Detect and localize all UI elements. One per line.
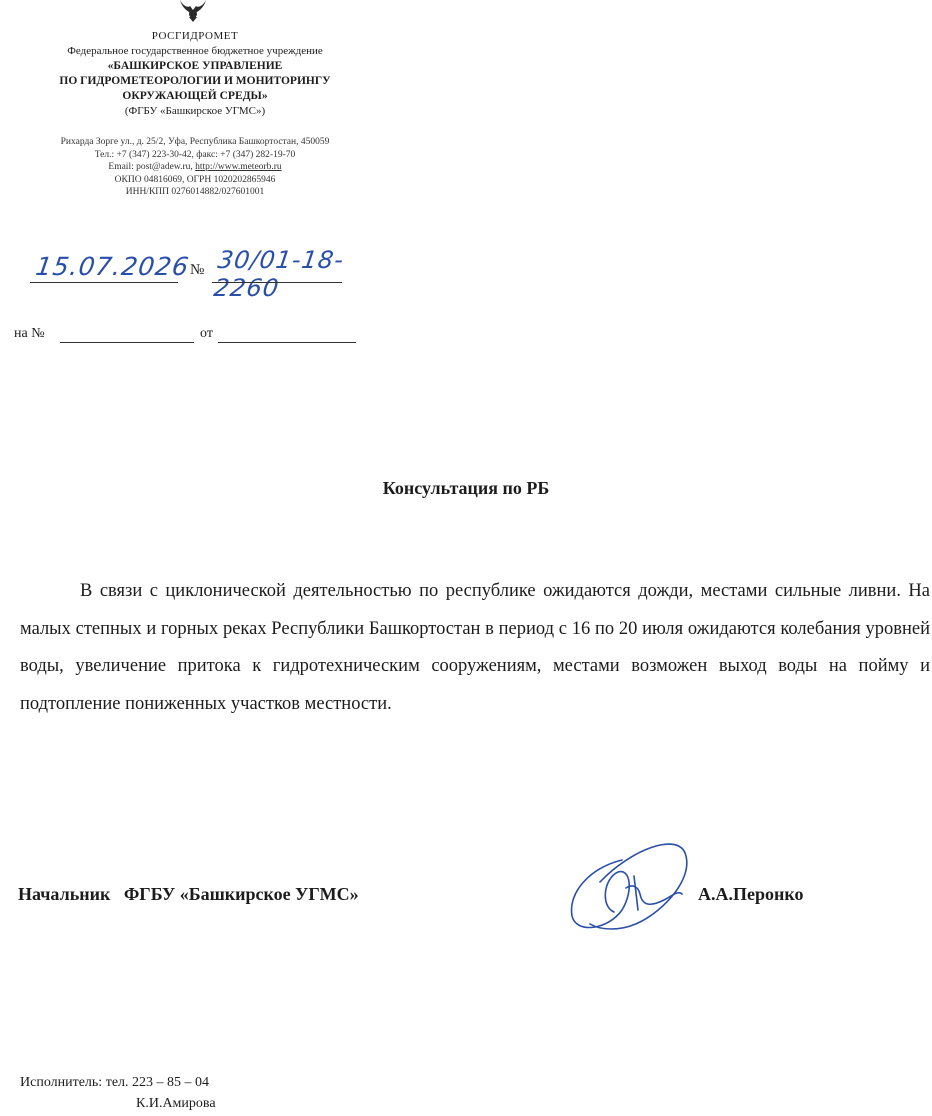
- organization-name-line: «БАШКИРСКОЕ УПРАВЛЕНИЕ: [107, 60, 283, 72]
- organization-short-name: (ФГБУ «Башкирское УГМС»): [124, 105, 266, 117]
- registry-codes: ОКПО 04816069, ОГРН 1020202865946: [114, 174, 276, 185]
- reference-number-label: на №: [14, 326, 45, 341]
- signatory-name: А.А.Перонко: [698, 884, 804, 904]
- organization-type: Федеральное государственное бюджетное учреждение: [67, 45, 323, 57]
- reference-line: [14, 326, 374, 348]
- reference-date-blank: [218, 342, 356, 343]
- website-link[interactable]: http://www.meteorb.ru: [195, 162, 282, 172]
- executor-block: [20, 1072, 216, 1114]
- handwritten-signature: [560, 830, 700, 938]
- document-body: В связи с циклонической деятельностью по республике ожидаются дожди, местами сильные ливни. На малых степных и горных реках Республики Башкортостан в период с 16 по 20 июля ожидаются колебания уровней воды, увеличение притока к гидротехническим сооружениям, местами возможен выход воды на пойму и подтопление пониженных участков местности.: [20, 581, 930, 714]
- date-underline: [30, 282, 178, 283]
- email: Email: post@adew.ru,: [108, 162, 196, 172]
- executor-name: К.И.Амирова: [136, 1096, 216, 1111]
- reference-date-label: от: [200, 326, 213, 341]
- reference-number-blank: [60, 342, 194, 343]
- handwritten-number: 30/01-18-2260: [212, 246, 346, 302]
- number-underline: [212, 282, 342, 283]
- executor-phone: тел. 223 – 85 – 04: [105, 1075, 210, 1090]
- registration-line: [30, 246, 400, 302]
- handwritten-date: 15.07.2026: [33, 252, 192, 281]
- organization-name-line: ПО ГИДРОМЕТЕОРОЛОГИИ И МОНИТОРИНГУ: [59, 75, 331, 87]
- phone-fax: Тел.: +7 (347) 223-30-42, факс: +7 (347) 282-19-70: [94, 149, 296, 160]
- agency-name: РОСГИДРОМЕТ: [151, 30, 239, 42]
- contact-block: [0, 136, 390, 199]
- eagle-emblem-icon: [176, 0, 210, 22]
- signatory-position: Начальник ФГБУ «Башкирское УГМС»: [18, 884, 359, 904]
- email-website: [0, 161, 390, 174]
- organization-name-line: ОКРУЖАЮЩЕЙ СРЕДЫ»: [122, 90, 268, 102]
- letterhead: [0, 29, 390, 119]
- number-sign: №: [190, 262, 205, 278]
- document-title: Консультация по РБ: [382, 478, 550, 498]
- address: Рихарда Зорге ул., д. 25/2, Уфа, Республика Башкортостан, 450059: [60, 137, 330, 147]
- executor-label: Исполнитель:: [20, 1075, 103, 1090]
- inn-kpp: ИНН/КПП 0276014882/027601001: [125, 187, 265, 197]
